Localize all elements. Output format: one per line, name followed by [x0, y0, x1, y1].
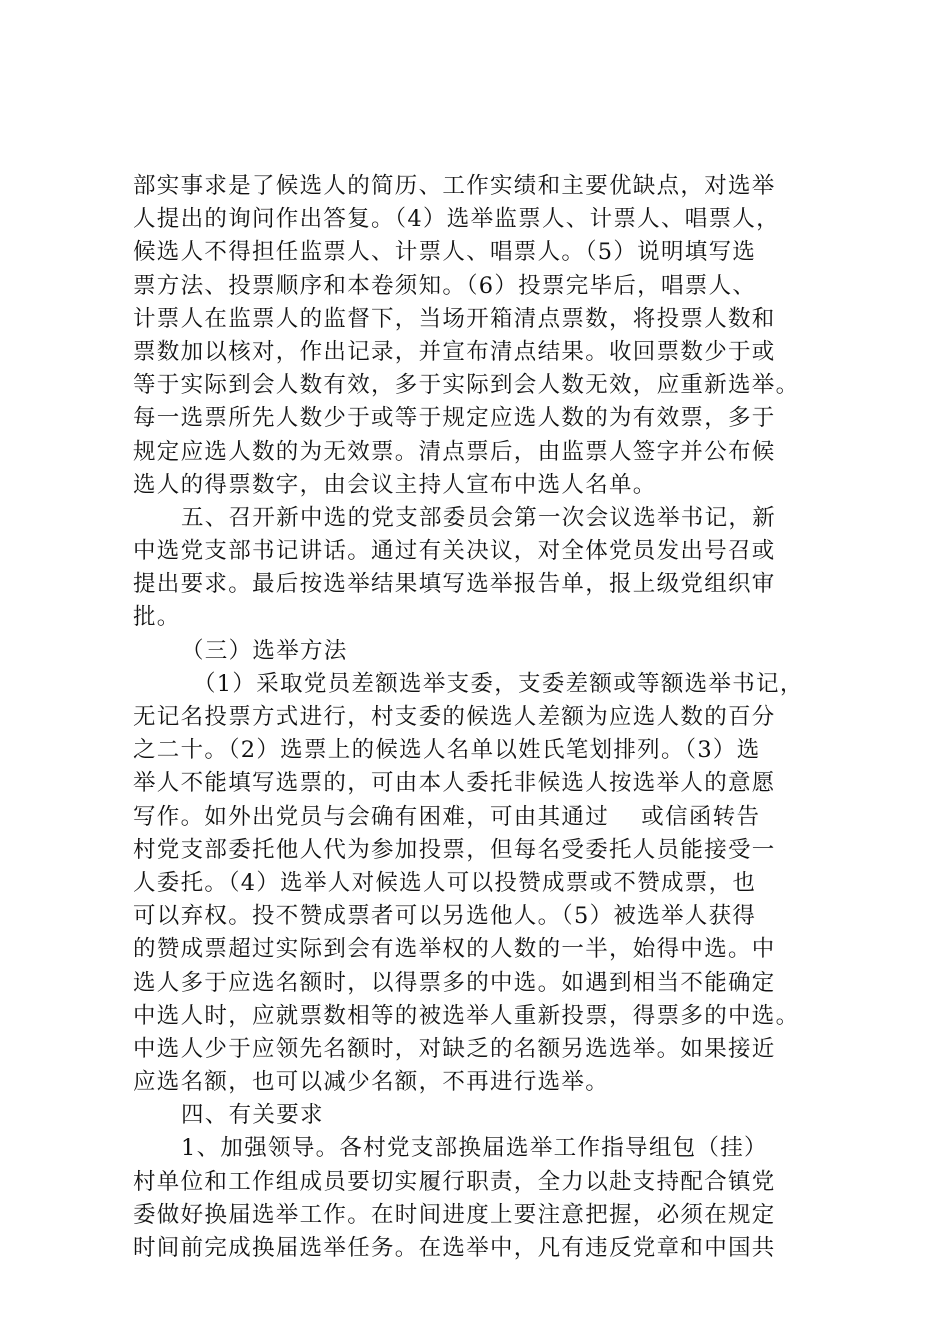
section-heading-five: 五、召开新中选的党支部委员会第一次会议选举书记，新	[181, 504, 777, 531]
body-line: 选人的得票数字，由会议主持人宣布中选人名单。	[133, 471, 657, 498]
body-line: 可以弃权。投不赞成票者可以另选他人。（5）被选举人获得	[133, 903, 757, 930]
body-line: 1、加强领导。各村党支部换届选举工作指导组包（挂）	[181, 1135, 768, 1162]
body-line: 人委托。（4）选举人对候选人可以投赞成票或不赞成票，也	[133, 869, 757, 896]
body-line: 等于实际到会人数有效，多于实际到会人数无效，应重新选举。	[133, 372, 800, 399]
body-line: 无记名投票方式进行，村支委的候选人差额为应选人数的百分	[133, 704, 776, 730]
body-line: 部实事求是了候选人的简历、工作实绩和主要优缺点，对选举	[133, 173, 776, 199]
body-line: 票数加以核对，作出记录，并宣布清点结果。收回票数少于或	[133, 338, 776, 365]
body-line: 提出要求。最后按选举结果填写选举报告单，报上级党组织审	[133, 571, 776, 598]
body-line: 计票人在监票人的监督下，当场开箱清点票数，将投票人数和	[133, 305, 776, 332]
body-line: 批。	[133, 604, 181, 631]
body-line: 人提出的询问作出答复。（4）选举监票人、计票人、唱票人，	[133, 206, 780, 233]
body-line: 写作。如外出党员与会确有困难，可由其通过 或信函转告	[133, 803, 761, 830]
body-line: 的赞成票超过实际到会有选举权的人数的一半，始得中选。中	[133, 936, 776, 963]
section-heading-requirements: 四、有关要求	[181, 1102, 324, 1129]
body-line: 候选人不得担任监票人、计票人、唱票人。（5）说明填写选	[133, 239, 757, 266]
body-line: 时间前完成换届选举任务。在选举中，凡有违反党章和中国共	[133, 1235, 776, 1261]
body-line: 村党支部委托他人代为参加投票，但每名受委托人员能接受一	[133, 836, 776, 863]
body-line: 应选名额，也可以减少名额，不再进行选举。	[133, 1069, 610, 1096]
body-line: 委做好换届选举工作。在时间进度上要注意把握，必须在规定	[133, 1201, 776, 1228]
body-line: 之二十。（2）选票上的候选人名单以姓氏笔划排列。（3）选	[133, 737, 761, 764]
body-line: 中选人时，应就票数相等的被选举人重新投票，得票多的中选。	[133, 1002, 800, 1029]
body-line: 票方法、投票顺序和本卷须知。（6）投票完毕后，唱票人、	[133, 272, 757, 299]
document-body	[133, 170, 833, 1265]
body-line: 选人多于应选名额时，以得票多的中选。如遇到相当不能确定	[133, 969, 776, 996]
body-line: 村单位和工作组成员要切实履行职责，全力以赴支持配合镇党	[133, 1168, 776, 1195]
body-line: 中选党支部书记讲话。通过有关决议，对全体党员发出号召或	[133, 538, 776, 565]
body-line: （1）采取党员差额选举支委，支委差额或等额选举书记，	[193, 670, 804, 697]
body-line: 中选人少于应领先名额时，对缺乏的名额另选选举。如果接近	[133, 1035, 776, 1062]
body-line: 举人不能填写选票的，可由本人委托非候选人按选举人的意愿	[133, 770, 776, 797]
subsection-heading-voting-method: （三）选举方法	[181, 637, 348, 664]
body-line: 每一选票所先人数少于或等于规定应选人数的为有效票，多于	[133, 405, 776, 432]
body-line: 规定应选人数的为无效票。清点票后，由监票人签字并公布候	[133, 438, 776, 465]
